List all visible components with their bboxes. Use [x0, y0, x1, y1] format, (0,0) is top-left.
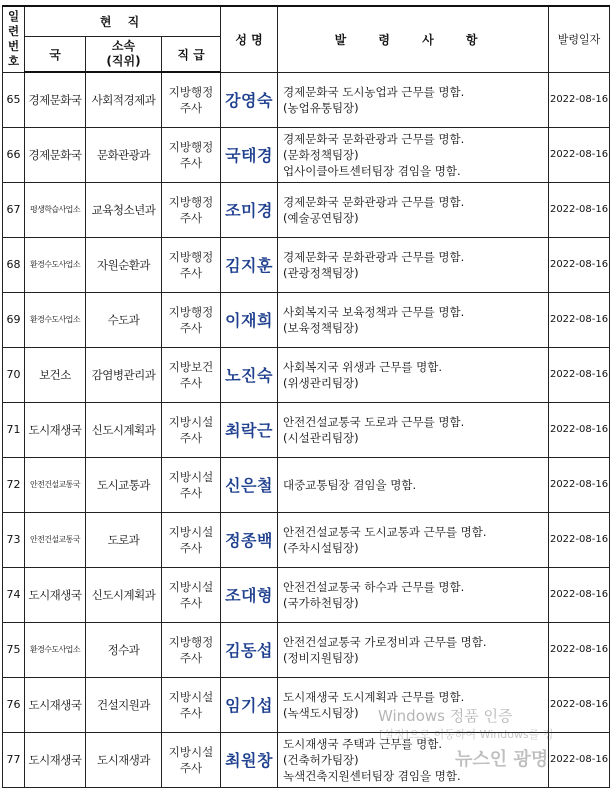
- row-division: 신도시계획과: [86, 402, 162, 457]
- header-serial-no: 일 련 번 호: [3, 6, 25, 72]
- grade-line-1: 지방시설: [168, 744, 214, 759]
- row-bureau: 환경수도사업소: [25, 292, 86, 347]
- order-line-1: 도시재생국 도시계획과 근무를 명함.: [283, 689, 465, 704]
- grade-line-2: 주사: [179, 430, 203, 445]
- row-grade: [162, 622, 221, 677]
- order-line-1: 안전건설교통국 하수과 근무를 명함.: [283, 579, 465, 594]
- grade-line-1: 지방행정: [168, 249, 214, 264]
- grade-line-2: 주사: [179, 210, 203, 225]
- row-division: 사회적경제과: [86, 72, 162, 127]
- grade-line-2: 주사: [179, 320, 203, 335]
- row-bureau: 안전건설교통국: [25, 457, 86, 512]
- news-watermark: 뉴스인 광명: [455, 749, 549, 770]
- order-line-2: (정비지원팀장): [283, 650, 359, 665]
- row-number: 73: [3, 512, 25, 567]
- order-line-3: 녹색건축지원센터팀장 겸임을 명함.: [283, 768, 461, 783]
- table-row: [3, 347, 610, 402]
- order-line-2: (보육정책팀장): [283, 320, 359, 335]
- row-name: 최락근: [221, 402, 278, 457]
- row-grade: [162, 127, 221, 182]
- row-order: [278, 72, 549, 127]
- table-row: [3, 182, 610, 237]
- table-row: [3, 732, 610, 787]
- row-bureau: 도시재생국: [25, 677, 86, 732]
- row-date: 2022-08-16: [549, 622, 610, 677]
- row-number: 71: [3, 402, 25, 457]
- row-grade: [162, 292, 221, 347]
- order-line-1: 사회복지국 위생과 근무를 명함.: [283, 359, 443, 374]
- row-number: 74: [3, 567, 25, 622]
- row-name: 김지훈: [221, 237, 278, 292]
- row-name: 강영숙: [221, 72, 278, 127]
- order-line-2: (농업유통팀장): [283, 100, 359, 115]
- table-row: [3, 567, 610, 622]
- header-date: 발령일자: [549, 6, 610, 72]
- row-number: 76: [3, 677, 25, 732]
- personnel-order-table: [2, 5, 610, 788]
- order-line-1: 경제문화국 문화관광과 근무를 명함.: [283, 249, 465, 264]
- row-grade: [162, 402, 221, 457]
- header-bureau: 국: [25, 37, 86, 73]
- row-bureau: 도시재생국: [25, 732, 86, 787]
- row-grade: [162, 237, 221, 292]
- grade-line-2: 주사: [179, 760, 203, 775]
- row-division: 도로과: [86, 512, 162, 567]
- row-bureau: 환경수도사업소: [25, 622, 86, 677]
- row-order: [278, 347, 549, 402]
- order-line-2: (시설관리팀장): [283, 430, 359, 445]
- order-line-2: (국가하천팀장): [283, 595, 359, 610]
- row-division: 감염병관리과: [86, 347, 162, 402]
- order-line-2: (건축허가팀장): [283, 752, 359, 767]
- row-bureau: 환경수도사업소: [25, 237, 86, 292]
- table-row: [3, 677, 610, 732]
- row-division: 교육청소년과: [86, 182, 162, 237]
- table-row: [3, 292, 610, 347]
- row-number: 77: [3, 732, 25, 787]
- order-line-1: 사회복지국 보육정책과 근무를 명함.: [283, 304, 465, 319]
- header-order: 발 령 사 항: [278, 6, 549, 72]
- row-bureau: 안전건설교통국: [25, 512, 86, 567]
- row-division: 문화관광과: [86, 127, 162, 182]
- grade-line-2: 주사: [179, 155, 203, 170]
- order-line-2: (녹색도시팀장): [283, 705, 359, 720]
- row-date: 2022-08-16: [549, 347, 610, 402]
- grade-line-1: 지방행정: [168, 139, 214, 154]
- grade-line-1: 지방시설: [168, 579, 214, 594]
- row-date: 2022-08-16: [549, 677, 610, 732]
- grade-line-1: 지방행정: [168, 304, 214, 319]
- table-row: [3, 457, 610, 512]
- order-line-2: (문화정책팀장): [283, 147, 359, 162]
- row-number: 72: [3, 457, 25, 512]
- row-order: [278, 292, 549, 347]
- row-order: [278, 237, 549, 292]
- row-division: 정수과: [86, 622, 162, 677]
- order-line-2: (주차시설팀장): [283, 540, 359, 555]
- table-row: [3, 237, 610, 292]
- row-division: 신도시계획과: [86, 567, 162, 622]
- row-date: 2022-08-16: [549, 237, 610, 292]
- order-line-2: (위생관리팀장): [283, 375, 359, 390]
- table-row: [3, 622, 610, 677]
- table-row: [3, 72, 610, 127]
- row-grade: [162, 512, 221, 567]
- row-date: 2022-08-16: [549, 512, 610, 567]
- row-division: 자원순환과: [86, 237, 162, 292]
- grade-line-2: 주사: [179, 100, 203, 115]
- row-bureau: 경제문화국: [25, 72, 86, 127]
- row-date: 2022-08-16: [549, 182, 610, 237]
- row-order: [278, 512, 549, 567]
- row-date: 2022-08-16: [549, 567, 610, 622]
- order-line-1: 안전건설교통국 도시교통과 근무를 명함.: [283, 524, 487, 539]
- grade-line-1: 지방시설: [168, 689, 214, 704]
- row-date: 2022-08-16: [549, 72, 610, 127]
- table-row: [3, 402, 610, 457]
- row-name: 임기섭: [221, 677, 278, 732]
- row-name: 이재희: [221, 292, 278, 347]
- grade-line-2: 주사: [179, 705, 203, 720]
- row-date: 2022-08-16: [549, 127, 610, 182]
- table-row: [3, 512, 610, 567]
- row-name: 신은철: [221, 457, 278, 512]
- row-order: [278, 457, 549, 512]
- row-order: [278, 677, 549, 732]
- row-number: 68: [3, 237, 25, 292]
- order-line-1: 안전건설교통국 가로정비과 근무를 명함.: [283, 634, 487, 649]
- order-line-1: 경제문화국 문화관광과 근무를 명함.: [283, 131, 465, 146]
- row-division: 도시재생과: [86, 732, 162, 787]
- row-bureau: 도시재생국: [25, 402, 86, 457]
- row-bureau: 보건소: [25, 347, 86, 402]
- grade-line-2: 주사: [179, 540, 203, 555]
- row-grade: [162, 72, 221, 127]
- row-grade: [162, 182, 221, 237]
- row-bureau: 도시재생국: [25, 567, 86, 622]
- grade-line-1: 지방행정: [168, 634, 214, 649]
- activation-watermark-title: Windows 정품 인증: [378, 707, 513, 725]
- row-number: 69: [3, 292, 25, 347]
- header-current-position: 현 직: [25, 6, 221, 37]
- grade-line-1: 지방행정: [168, 84, 214, 99]
- row-grade: [162, 347, 221, 402]
- row-name: 최원창: [221, 732, 278, 787]
- row-name: 조미경: [221, 182, 278, 237]
- row-grade: [162, 457, 221, 512]
- row-order: [278, 732, 549, 787]
- row-bureau: 경제문화국: [25, 127, 86, 182]
- row-order: [278, 402, 549, 457]
- row-name: 김동섭: [221, 622, 278, 677]
- order-line-2: (예술공연팀장): [283, 210, 359, 225]
- row-number: 66: [3, 127, 25, 182]
- grade-line-1: 지방행정: [168, 194, 214, 209]
- order-line-2: (관광정책팀장): [283, 265, 359, 280]
- header-division: 소속 (직위): [86, 37, 162, 73]
- row-date: 2022-08-16: [549, 457, 610, 512]
- order-line-3: 업사이클아트센터팀장 겸임을 명함.: [283, 163, 461, 178]
- row-bureau: 평생학습사업소: [25, 182, 86, 237]
- order-line-1: 도시재생국 주택과 근무를 명함.: [283, 736, 443, 751]
- grade-line-1: 지방보건: [168, 359, 214, 374]
- row-grade: [162, 677, 221, 732]
- grade-line-1: 지방시설: [168, 524, 214, 539]
- table-row: [3, 127, 610, 182]
- activation-watermark-text: [설정]으로 이동하여 Windows를 정: [379, 728, 554, 741]
- row-division: 수도과: [86, 292, 162, 347]
- grade-line-1: 지방시설: [168, 414, 214, 429]
- row-order: [278, 622, 549, 677]
- row-number: 75: [3, 622, 25, 677]
- grade-line-2: 주사: [179, 650, 203, 665]
- row-order: [278, 182, 549, 237]
- row-number: 67: [3, 182, 25, 237]
- grade-line-2: 주사: [179, 265, 203, 280]
- row-name: 정종백: [221, 512, 278, 567]
- row-division: 도시교통과: [86, 457, 162, 512]
- order-line-1: 대중교통팀장 겸임을 명함.: [283, 477, 417, 492]
- row-name: 조대형: [221, 567, 278, 622]
- row-name: 노진숙: [221, 347, 278, 402]
- order-line-1: 경제문화국 문화관광과 근무를 명함.: [283, 194, 465, 209]
- row-date: 2022-08-16: [549, 292, 610, 347]
- order-line-1: 안전건설교통국 도로과 근무를 명함.: [283, 414, 465, 429]
- row-order: [278, 127, 549, 182]
- row-name: 국태경: [221, 127, 278, 182]
- header-name: 성 명: [221, 6, 278, 72]
- grade-line-2: 주사: [179, 485, 203, 500]
- grade-line-2: 주사: [179, 595, 203, 610]
- header-grade: 직 급: [162, 37, 221, 73]
- row-date: 2022-08-16: [549, 402, 610, 457]
- row-order: [278, 567, 549, 622]
- row-date: 2022-08-16: [549, 732, 610, 787]
- order-line-1: 경제문화국 도시농업과 근무를 명함.: [283, 84, 465, 99]
- grade-line-1: 지방시설: [168, 469, 214, 484]
- grade-line-2: 주사: [179, 375, 203, 390]
- row-grade: [162, 732, 221, 787]
- row-division: 건설지원과: [86, 677, 162, 732]
- row-grade: [162, 567, 221, 622]
- row-number: 65: [3, 72, 25, 127]
- row-number: 70: [3, 347, 25, 402]
